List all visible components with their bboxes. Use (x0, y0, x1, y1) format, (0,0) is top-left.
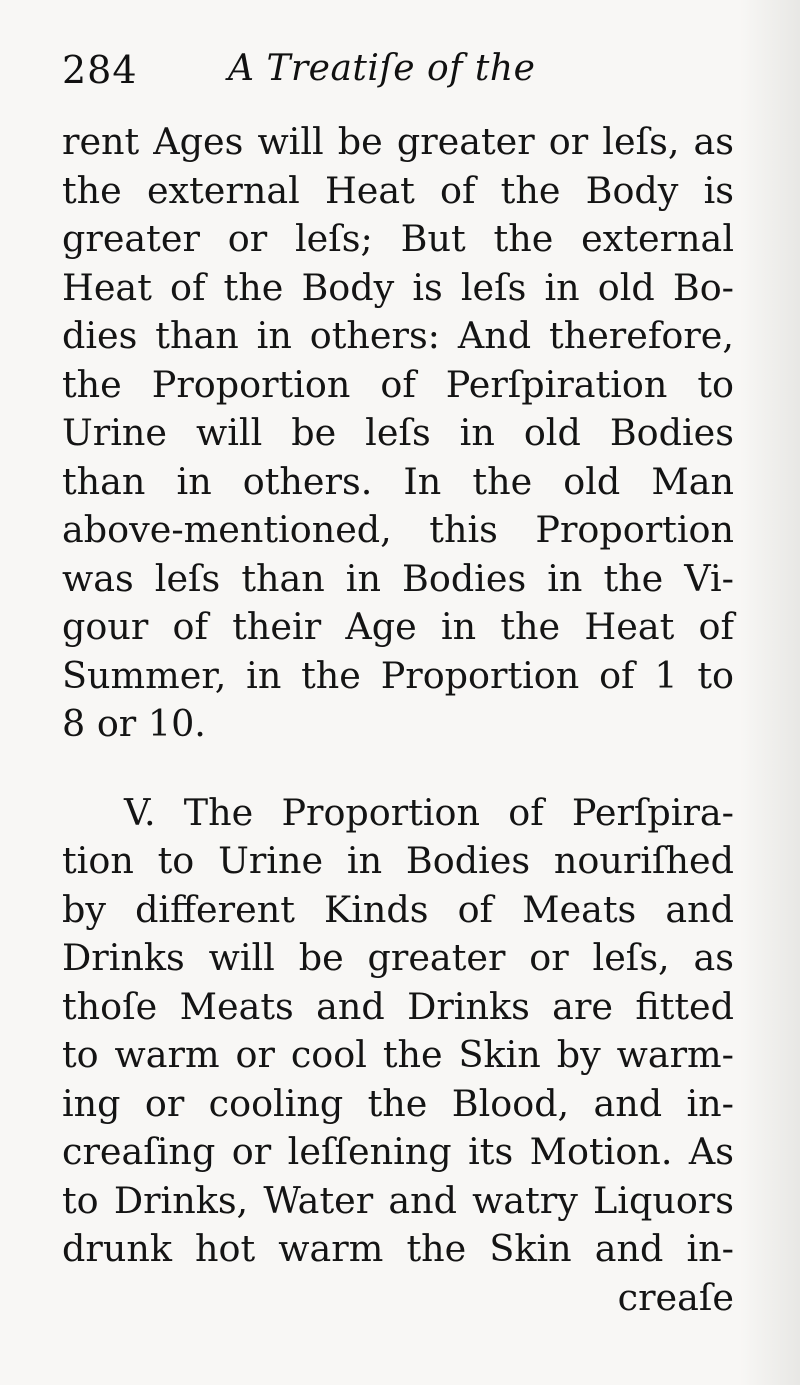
running-head (62, 46, 742, 98)
paragraph-gap (62, 749, 734, 789)
text-line: to Drinks, Water and watry Liquors (62, 1178, 734, 1222)
text-line: the external Heat of the Body is (62, 168, 734, 212)
text-line: creaſing or leſſening its Motion. As (62, 1130, 734, 1173)
text-line: Heat of the Body is leſs in old Bo- (62, 265, 734, 309)
text-line: by different Kinds of Meats and (62, 887, 734, 931)
body-text (62, 118, 734, 1322)
text-line: thoſe Meats and Drinks are fitted (62, 984, 734, 1028)
paragraph-continued (62, 118, 734, 749)
text-line: greater or leſs; But the external (62, 217, 734, 260)
text-line: Drinks will be greater or leſs, as (62, 936, 734, 979)
catchword: creaſe (617, 1275, 734, 1319)
text-line: was leſs than in Bodies in the Vi- (62, 556, 734, 600)
text-line: Urine will be leſs in old Bodies (62, 411, 734, 454)
text-line: above-mentioned, this Proportion (62, 508, 734, 551)
text-line: V. The Proportion of Perſpira- (124, 790, 734, 834)
text-line: the Proportion of Perſpiration to (62, 362, 734, 406)
text-line: dies than in others: And therefore, (62, 314, 734, 357)
text-line: rent Ages will be greater or leſs, as (62, 120, 734, 163)
text-line: than in others. In the old Man (62, 459, 734, 503)
page-edge-shadow (740, 0, 800, 1385)
text-line: 8 or 10. (62, 702, 206, 745)
text-line: ing or cooling the Blood, and in- (62, 1081, 734, 1125)
page-number: 284 (62, 48, 138, 92)
text-line: tion to Urine in Bodies nouriſhed (62, 839, 734, 882)
paragraph-section-v (62, 789, 734, 1274)
text-line: to warm or cool the Skin by warm- (62, 1033, 734, 1076)
text-line: drunk hot warm the Skin and in- (62, 1227, 734, 1270)
text-line: gour of their Age in the Heat of (62, 605, 734, 648)
running-title: A Treatiſe of the (228, 48, 536, 89)
text-line: Summer, in the Proportion of 1 to (62, 653, 734, 697)
